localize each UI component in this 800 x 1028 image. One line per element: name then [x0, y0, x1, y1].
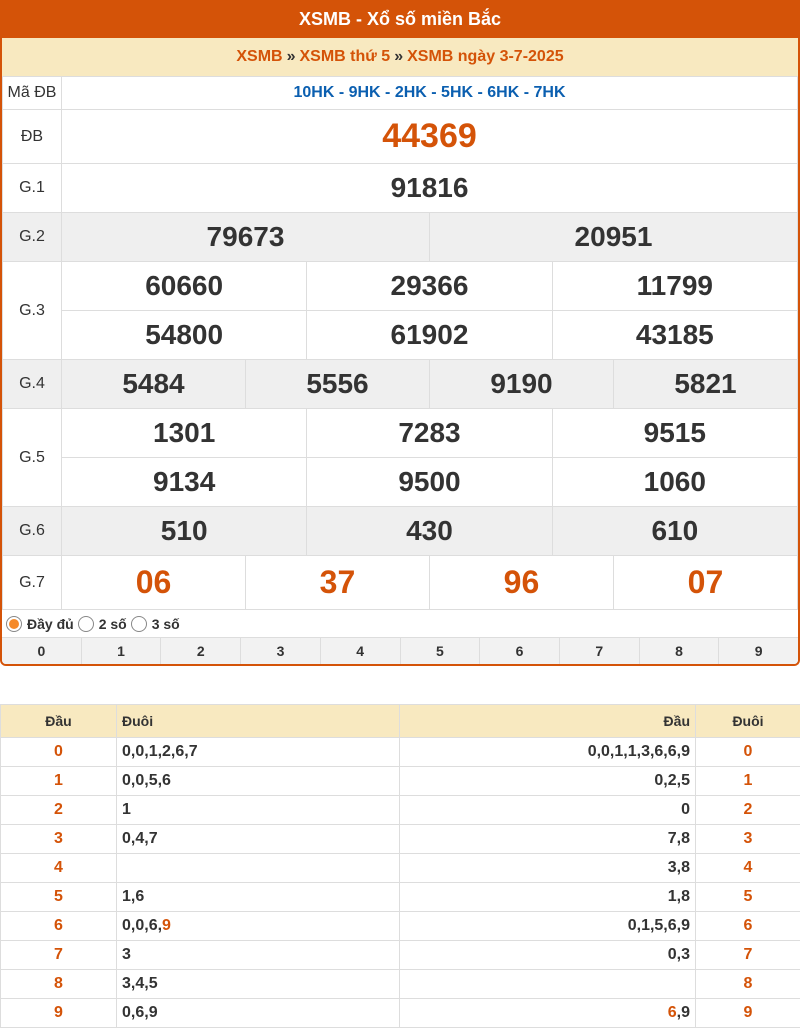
prize-g5: 7283 — [307, 409, 552, 458]
table-row — [1, 970, 800, 999]
label-g3: G.3 — [3, 262, 62, 360]
duoi-right-cell: 7 — [696, 941, 800, 970]
duoi-cell — [117, 854, 400, 883]
prize-g5: 9500 — [307, 458, 552, 507]
duoi-text: 0,0,6, — [122, 917, 162, 934]
prize-g3: 60660 — [62, 262, 307, 311]
prize-g3: 54800 — [62, 311, 307, 360]
loto-header — [1, 705, 800, 738]
label-g5: G.5 — [3, 409, 62, 507]
dau-right-cell: 0,0,1,1,3,6,6,9 — [400, 738, 696, 767]
row-g7 — [3, 556, 798, 610]
prize-g4: 9190 — [429, 360, 613, 409]
digit-3[interactable]: 3 — [241, 638, 321, 665]
breadcrumb-xsmb-thu5[interactable]: XSMB thứ 5 — [300, 48, 391, 65]
label-g7: G.7 — [3, 556, 62, 610]
option-full-label: Đầy đủ — [27, 616, 74, 632]
row-g4 — [3, 360, 798, 409]
table-row — [1, 854, 800, 883]
duoi-cell: 0,0,5,6 — [117, 767, 400, 796]
prize-g6: 430 — [307, 507, 552, 556]
label-g4: G.4 — [3, 360, 62, 409]
row-madb — [3, 77, 798, 110]
prize-g5: 1060 — [552, 458, 797, 507]
label-g6: G.6 — [3, 507, 62, 556]
dau-right-cell: 0 — [400, 796, 696, 825]
option-2-digits[interactable] — [78, 616, 127, 632]
digit-filter — [2, 638, 798, 665]
dau-right-cell: 0,3 — [400, 941, 696, 970]
breadcrumb-sep: » — [394, 48, 403, 65]
duoi-right-cell: 1 — [696, 767, 800, 796]
prize-g4: 5821 — [613, 360, 797, 409]
dau-cell: 0 — [1, 738, 117, 767]
table-row — [1, 825, 800, 854]
prize-db: 44369 — [62, 110, 798, 164]
prize-g5: 9515 — [552, 409, 797, 458]
dau-right-cell: 1,8 — [400, 883, 696, 912]
row-g3b — [3, 311, 798, 360]
digit-9[interactable]: 9 — [719, 638, 798, 665]
dau-cell: 5 — [1, 883, 117, 912]
duoi-cell: 3,4,5 — [117, 970, 400, 999]
digit-8[interactable]: 8 — [640, 638, 720, 665]
breadcrumb-sep: » — [287, 48, 296, 65]
duoi-right-cell: 3 — [696, 825, 800, 854]
duoi-right-cell: 4 — [696, 854, 800, 883]
dau-right-cell: 0,2,5 — [400, 767, 696, 796]
prize-g3: 29366 — [307, 262, 552, 311]
duoi-cell: 1 — [117, 796, 400, 825]
digit-2[interactable]: 2 — [161, 638, 241, 665]
digit-7[interactable]: 7 — [560, 638, 640, 665]
prize-g3: 61902 — [307, 311, 552, 360]
duoi-right-cell: 9 — [696, 999, 800, 1028]
prize-g4: 5484 — [62, 360, 246, 409]
duoi-right-cell: 6 — [696, 912, 800, 941]
prize-g2: 20951 — [429, 213, 797, 262]
prize-g1: 91816 — [62, 164, 798, 213]
duoi-cell: 0,6,9 — [117, 999, 400, 1028]
prize-g6: 510 — [62, 507, 307, 556]
table-row — [1, 999, 800, 1028]
row-g3 — [3, 262, 798, 311]
row-g2 — [3, 213, 798, 262]
dau-cell: 2 — [1, 796, 117, 825]
prize-g7: 96 — [429, 556, 613, 610]
breadcrumb-xsmb[interactable]: XSMB — [236, 48, 282, 65]
prize-g7: 07 — [613, 556, 797, 610]
duoi-cell: 0,4,7 — [117, 825, 400, 854]
dau-cell: 9 — [1, 999, 117, 1028]
dau-highlight: 6 — [668, 1004, 677, 1021]
dau-cell: 8 — [1, 970, 117, 999]
option-2-label: 2 số — [99, 616, 127, 632]
header-dau: Đầu — [1, 705, 117, 738]
breadcrumb — [2, 38, 798, 76]
digit-1[interactable]: 1 — [82, 638, 162, 665]
dau-cell: 1 — [1, 767, 117, 796]
prize-g3: 43185 — [552, 311, 797, 360]
results-table — [2, 76, 798, 610]
dau-cell: 7 — [1, 941, 117, 970]
prize-g5: 1301 — [62, 409, 307, 458]
duoi-right-cell: 8 — [696, 970, 800, 999]
madb-value: 10HK - 9HK - 2HK - 5HK - 6HK - 7HK — [62, 77, 798, 110]
label-db: ĐB — [3, 110, 62, 164]
dau-cell: 3 — [1, 825, 117, 854]
duoi-right-cell: 2 — [696, 796, 800, 825]
option-3-digits[interactable] — [131, 616, 180, 632]
prize-g6: 610 — [552, 507, 797, 556]
radio-2-digits[interactable] — [78, 616, 94, 632]
row-g5b — [3, 458, 798, 507]
table-row — [1, 912, 800, 941]
duoi-right-cell: 5 — [696, 883, 800, 912]
header-duoi-right: Đuôi — [696, 705, 800, 738]
table-row — [1, 738, 800, 767]
breadcrumb-xsmb-date[interactable]: XSMB ngày 3-7-2025 — [407, 48, 564, 65]
label-madb: Mã ĐB — [3, 77, 62, 110]
digit-6[interactable]: 6 — [480, 638, 560, 665]
table-row — [1, 941, 800, 970]
radio-3-digits[interactable] — [131, 616, 147, 632]
option-full[interactable] — [6, 616, 74, 632]
label-g2: G.2 — [3, 213, 62, 262]
prize-g4: 5556 — [245, 360, 429, 409]
duoi-cell: 3 — [117, 941, 400, 970]
dau-text: ,9 — [677, 1004, 690, 1021]
page-title: XSMB - Xổ số miền Bắc — [2, 0, 798, 38]
dau-right-cell: 3,8 — [400, 854, 696, 883]
digit-0[interactable]: 0 — [2, 638, 82, 665]
prize-g2: 79673 — [62, 213, 430, 262]
duoi-cell — [117, 912, 400, 941]
digit-5[interactable]: 5 — [401, 638, 481, 665]
duoi-highlight: 9 — [162, 917, 171, 934]
table-row — [1, 796, 800, 825]
digit-4[interactable]: 4 — [321, 638, 401, 665]
row-g1 — [3, 164, 798, 213]
dau-right-cell — [400, 970, 696, 999]
prize-g7: 06 — [62, 556, 246, 610]
row-g5 — [3, 409, 798, 458]
dau-cell: 4 — [1, 854, 117, 883]
duoi-cell: 1,6 — [117, 883, 400, 912]
dau-right-cell: 7,8 — [400, 825, 696, 854]
header-dau-right: Đầu — [400, 705, 696, 738]
radio-full[interactable] — [6, 616, 22, 632]
label-g1: G.1 — [3, 164, 62, 213]
header-duoi: Đuôi — [117, 705, 400, 738]
option-3-label: 3 số — [152, 616, 180, 632]
prize-g5: 9134 — [62, 458, 307, 507]
display-options — [2, 610, 798, 638]
row-db — [3, 110, 798, 164]
row-g6 — [3, 507, 798, 556]
dau-right-cell — [400, 999, 696, 1028]
prize-g3: 11799 — [552, 262, 797, 311]
dau-right-cell: 0,1,5,6,9 — [400, 912, 696, 941]
duoi-cell: 0,0,1,2,6,7 — [117, 738, 400, 767]
dau-cell: 6 — [1, 912, 117, 941]
table-row — [1, 767, 800, 796]
table-row — [1, 883, 800, 912]
prize-g7: 37 — [245, 556, 429, 610]
loto-table — [0, 704, 800, 1028]
duoi-right-cell: 0 — [696, 738, 800, 767]
